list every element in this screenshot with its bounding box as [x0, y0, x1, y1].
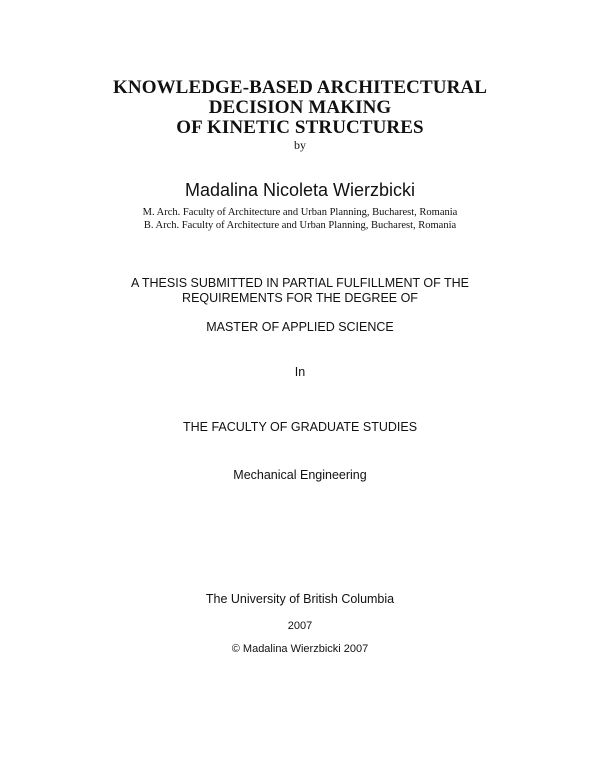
- prior-degree-1: M. Arch. Faculty of Architecture and Urban Planning, Bucharest, Romania: [142, 207, 458, 218]
- thesis-statement-line-2: REQUIREMENTS FOR THE DEGREE OF: [182, 291, 418, 305]
- author-name: Madalina Nicoleta Wierzbicki: [184, 180, 416, 200]
- title-line-1: KNOWLEDGE-BASED ARCHITECTURAL: [113, 77, 487, 98]
- prior-degree-2: B. Arch. Faculty of Architecture and Urban Planning, Bucharest, Romania: [143, 220, 457, 231]
- degree-name: MASTER OF APPLIED SCIENCE: [206, 320, 394, 334]
- title-line-3: OF KINETIC STRUCTURES: [176, 117, 424, 138]
- copyright-notice: © Madalina Wierzbicki 2007: [231, 643, 369, 655]
- thesis-statement-line-1: A THESIS SUBMITTED IN PARTIAL FULFILLMENT OF THE: [130, 276, 470, 290]
- by-label: by: [294, 138, 306, 152]
- in-label: In: [294, 365, 306, 379]
- faculty-name: THE FACULTY OF GRADUATE STUDIES: [182, 420, 418, 434]
- department-name: Mechanical Engineering: [233, 468, 367, 482]
- title-line-2: DECISION MAKING: [208, 97, 392, 118]
- year: 2007: [287, 620, 313, 632]
- university-name: The University of British Columbia: [205, 592, 395, 606]
